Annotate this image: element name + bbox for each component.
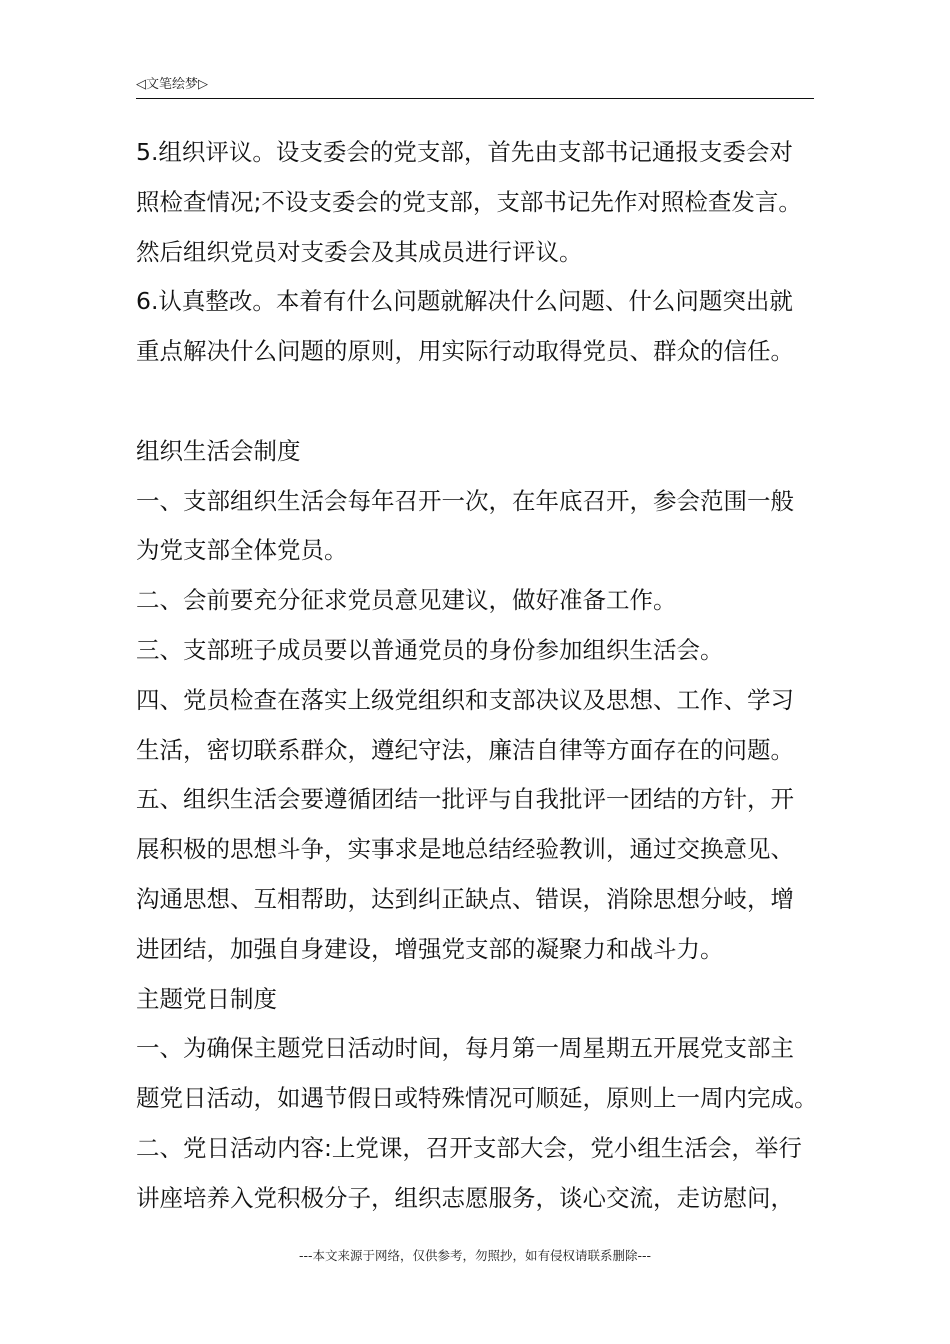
page-header bbox=[136, 76, 814, 99]
text-line: 然后组织党员对支委会及其成员进行评议。 bbox=[136, 237, 583, 266]
section-heading: 主题党日制度 bbox=[136, 984, 277, 1013]
text-line: 进团结，加强自身建设，增强党支部的凝聚力和战斗力。 bbox=[136, 934, 724, 963]
text-line: 沟通思想、互相帮助，达到纠正缺点、错误，消除思想分岐，增 bbox=[136, 884, 794, 913]
section-heading: 组织生活会制度 bbox=[136, 436, 301, 465]
text-line: 一、为确保主题党日活动时间，每月第一周星期五开展党支部主 bbox=[136, 1034, 794, 1063]
text-line: 展积极的思想斗争，实事求是地总结经验教训，通过交换意见、 bbox=[136, 835, 794, 864]
text-line: 生活，密切联系群众，遵纪守法，廉洁自律等方面存在的问题。 bbox=[136, 735, 794, 764]
text-line: 题党日活动，如遇节假日或特殊情况可顺延，原则上一周内完成。 bbox=[136, 1084, 818, 1113]
text-line: 四、党员检查在落实上级党组织和支部决议及思想、工作、学习 bbox=[136, 685, 794, 714]
text-line: 三、支部班子成员要以普通党员的身份参加组织生活会。 bbox=[136, 635, 724, 664]
text-line: 6.认真整改。本着有什么问题就解决什么问题、什么问题突出就 bbox=[136, 287, 793, 316]
document-body bbox=[136, 128, 816, 1224]
text-line: 二、会前要充分征求党员意见建议，做好准备工作。 bbox=[136, 586, 677, 615]
text-line: 一、支部组织生活会每年召开一次，在年底召开，参会范围一般 bbox=[136, 486, 794, 515]
text-line: 5.组织评议。设支委会的党支部，首先由支部书记通报支委会对 bbox=[136, 138, 793, 166]
page-footer: ---本文来源于网络，仅供参考，勿照抄，如有侵权请联系删除--- bbox=[298, 1248, 652, 1263]
text-line: 五、组织生活会要遵循团结一批评与自我批评一团结的方针，开 bbox=[136, 785, 794, 814]
text-line: 照检查情况;不设支委会的党支部，支部书记先作对照检查发言。 bbox=[136, 187, 802, 216]
text-line: 为党支部全体党员。 bbox=[136, 536, 348, 565]
text-line: 重点解决什么问题的原则，用实际行动取得党员、群众的信任。 bbox=[136, 337, 794, 366]
header-title: ◁文笔绘梦▷ bbox=[136, 77, 208, 92]
text-line: 二、党日活动内容:上党课，召开支部大会，党小组生活会，举行 bbox=[136, 1133, 802, 1162]
text-line: 讲座培养入党积极分子，组织志愿服务，谈心交流，走访慰问， bbox=[136, 1183, 794, 1212]
blank-line bbox=[136, 377, 816, 427]
